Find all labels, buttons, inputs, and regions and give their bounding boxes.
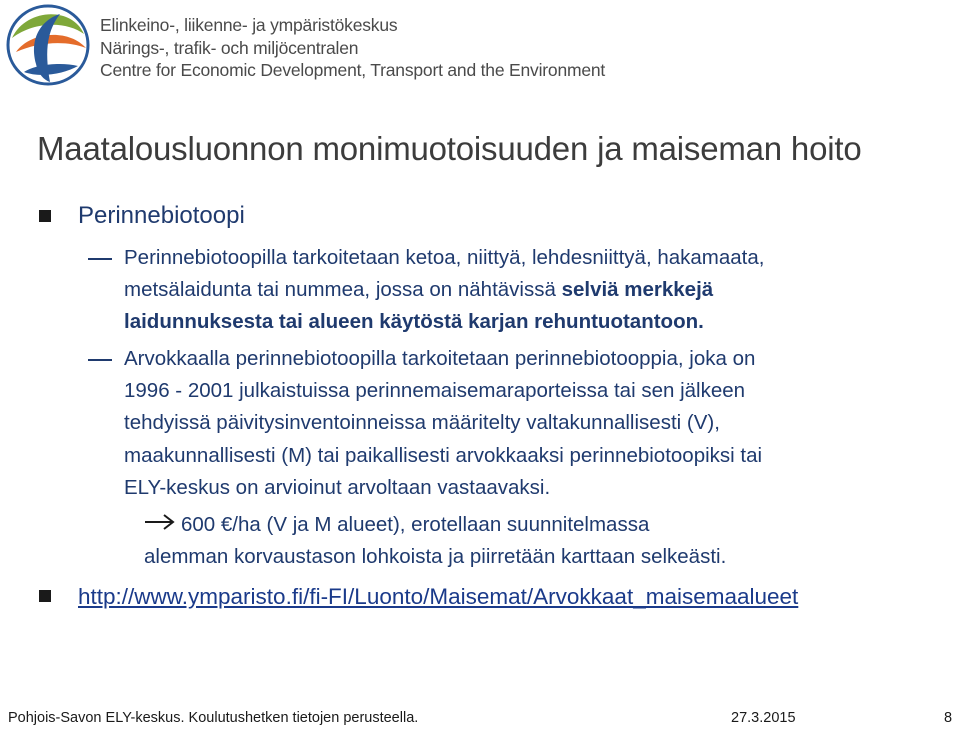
definition-line-2	[124, 274, 764, 306]
org-name-english: Centre for Economic Development, Transport and the Environment	[100, 60, 606, 80]
bullet-square-icon	[39, 590, 51, 602]
valuable-line-2: 1996 - 2001 julkaistuissa perinnemaisemaraporteissa tai sen jälkeen	[124, 379, 746, 403]
valuable-line-4: maakunnallisesti (M) tai paikallisesti arvokkaaksi perinnebiotoopiksi tai	[124, 443, 763, 467]
footer-date: 27.3.2015	[731, 710, 796, 726]
valuable-line-1: Arvokkaalla perinnebiotoopilla tarkoitetaan perinnebiotooppia, joka on	[124, 347, 756, 370]
ymparisto-link[interactable]: http://www.ymparisto.fi/fi-FI/Luonto/Maisemat/Arvokkaat_maisemaalueet	[78, 584, 799, 609]
dash-bullet-icon	[88, 359, 112, 361]
definition-line-1: Perinnebiotoopilla tarkoitetaan ketoa, niittyä, lehdesniittyä, hakamaata,	[124, 246, 765, 269]
ely-logo-icon	[6, 4, 90, 86]
compensation-line-1: 600 €/ha (V ja M alueet), erotellaan suunnitelmassa	[181, 513, 650, 536]
valuable-line-3: tehdyissä päivitysinventoinneissa määritelty valtakunnallisesti (V),	[124, 411, 720, 435]
org-name-swedish: Närings-, trafik- och miljöcentralen	[100, 37, 359, 58]
valuable-biotope-paragraph	[124, 343, 762, 504]
compensation-note	[144, 509, 726, 573]
dash-bullet-icon	[88, 258, 112, 260]
footer-source: Pohjois-Savon ELY-keskus. Koulutushetken tietojen perusteella.	[8, 710, 419, 726]
organization-name	[100, 14, 605, 82]
org-name-finnish: Elinkeino-, liikenne- ja ympäristökeskus	[100, 15, 398, 35]
definition-paragraph	[124, 242, 764, 339]
bullet-perinnebiotoopi: Perinnebiotoopi	[78, 202, 245, 229]
bullet-square-icon	[39, 210, 51, 222]
compensation-line-2: alemman korvaustason lohkoista ja piirretään karttaan selkeästi.	[144, 545, 727, 569]
definition-line-2-bold: selviä merkkejä	[561, 278, 714, 302]
definition-line-3-bold: laidunnuksesta tai alueen käytöstä karjan rehuntuotantoon.	[124, 310, 704, 334]
slide-title: Maatalousluonnon monimuotoisuuden ja maiseman hoito	[37, 130, 862, 167]
page-number: 8	[944, 710, 953, 726]
definition-line-2-text: metsälaidunta tai nummea, jossa on nähtävissä	[124, 278, 562, 302]
valuable-line-5: ELY-keskus on arvioinut arvoltaan vastaavaksi.	[124, 475, 551, 499]
